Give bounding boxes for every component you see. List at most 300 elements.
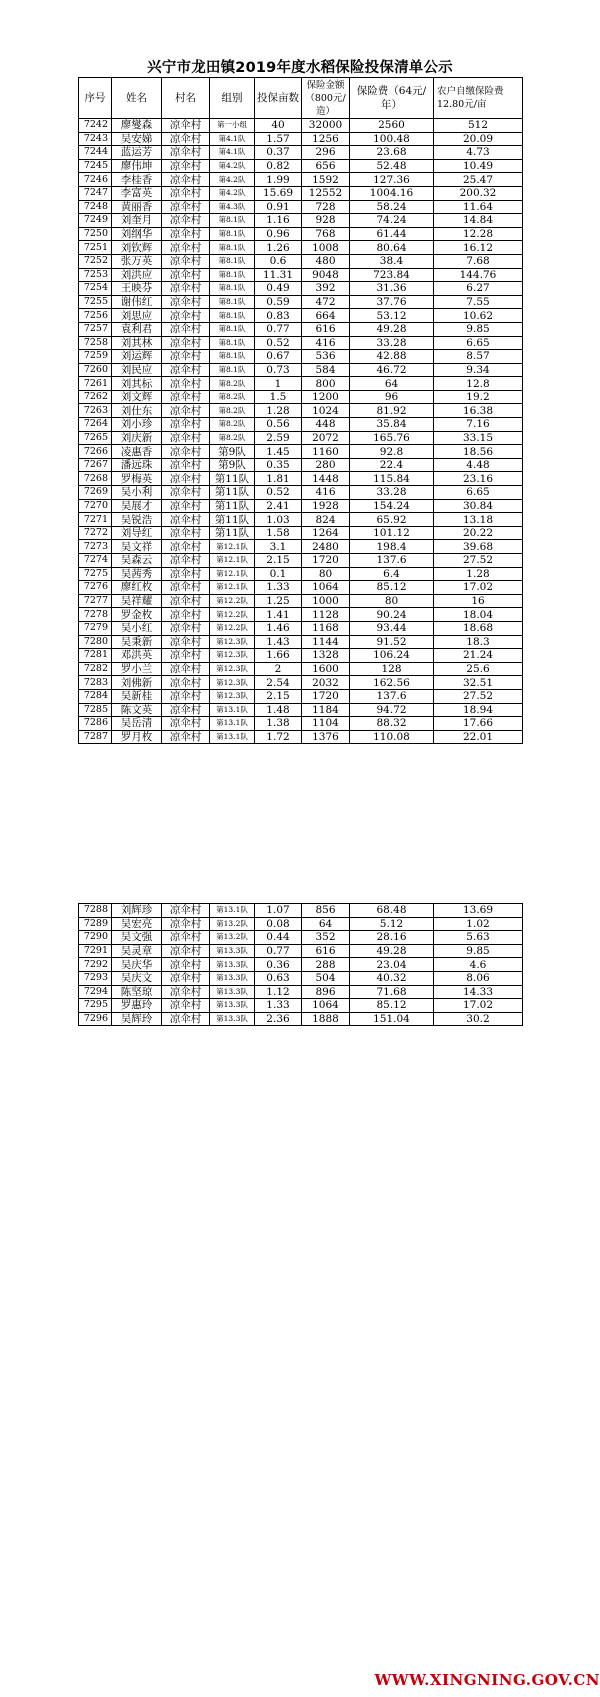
cell-farmer-fee: 13.69: [434, 904, 523, 918]
cell-village: 凉伞村: [162, 486, 210, 500]
cell-premium: 23.68: [350, 146, 434, 160]
table-row: [79, 404, 523, 418]
cell-farmer-fee: 1.28: [434, 567, 523, 581]
cell-premium: 165.76: [350, 431, 434, 445]
cell-seq: 7259: [79, 350, 112, 364]
cell-name: 刘文辉: [112, 390, 162, 404]
cell-name: 刘洪应: [112, 268, 162, 282]
cell-seq: 7274: [79, 554, 112, 568]
cell-premium: 91.52: [350, 635, 434, 649]
cell-area: 0.49: [255, 282, 302, 296]
cell-seq: 7269: [79, 486, 112, 500]
cell-premium: 23.04: [350, 958, 434, 972]
cell-amount: 1168: [302, 621, 350, 635]
cell-area: 1.57: [255, 132, 302, 146]
cell-amount: 296: [302, 146, 350, 160]
cell-farmer-fee: 6.65: [434, 336, 523, 350]
cell-farmer-fee: 9.85: [434, 944, 523, 958]
cell-amount: 1064: [302, 581, 350, 595]
cell-area: 1.43: [255, 635, 302, 649]
cell-premium: 42.88: [350, 350, 434, 364]
cell-premium: 115.84: [350, 472, 434, 486]
cell-village: 凉伞村: [162, 999, 210, 1013]
cell-amount: 1256: [302, 132, 350, 146]
cell-seq: 7266: [79, 445, 112, 459]
cell-farmer-fee: 30.84: [434, 499, 523, 513]
cell-premium: 52.48: [350, 159, 434, 173]
cell-seq: 7288: [79, 904, 112, 918]
cell-amount: 472: [302, 295, 350, 309]
cell-area: 0.63: [255, 971, 302, 985]
cell-seq: 7244: [79, 146, 112, 160]
cell-group: 第13.3队: [210, 944, 255, 958]
cell-area: 1.5: [255, 390, 302, 404]
cell-farmer-fee: 17.02: [434, 581, 523, 595]
cell-area: 0.52: [255, 486, 302, 500]
cell-farmer-fee: 200.32: [434, 186, 523, 200]
cell-premium: 93.44: [350, 621, 434, 635]
table-header-row: [79, 78, 523, 119]
cell-village: 凉伞村: [162, 730, 210, 744]
table-row: [79, 390, 523, 404]
cell-seq: 7242: [79, 119, 112, 133]
table-row: [79, 431, 523, 445]
table-row: [79, 418, 523, 432]
cell-area: 0.1: [255, 567, 302, 581]
table-row: [79, 336, 523, 350]
cell-premium: 33.28: [350, 486, 434, 500]
cell-name: 刘导红: [112, 526, 162, 540]
cell-premium: 28.16: [350, 931, 434, 945]
cell-name: 刘小珍: [112, 418, 162, 432]
cell-group: 第8.1队: [210, 336, 255, 350]
cell-premium: 38.4: [350, 254, 434, 268]
cell-amount: 768: [302, 227, 350, 241]
cell-village: 凉伞村: [162, 282, 210, 296]
cell-name: 吴辉玲: [112, 1012, 162, 1026]
cell-premium: 94.72: [350, 703, 434, 717]
cell-seq: 7258: [79, 336, 112, 350]
table-row: [79, 594, 523, 608]
cell-farmer-fee: 6.65: [434, 486, 523, 500]
cell-farmer-fee: 4.48: [434, 458, 523, 472]
cell-area: 1.48: [255, 703, 302, 717]
cell-seq: 7271: [79, 513, 112, 527]
cell-farmer-fee: 5.63: [434, 931, 523, 945]
cell-group: 第8.1队: [210, 241, 255, 255]
cell-name: 吴宏亮: [112, 917, 162, 931]
cell-village: 凉伞村: [162, 350, 210, 364]
cell-area: 0.73: [255, 363, 302, 377]
cell-seq: 7273: [79, 540, 112, 554]
cell-name: 吴岳清: [112, 717, 162, 731]
cell-seq: 7292: [79, 958, 112, 972]
table-row: [79, 295, 523, 309]
cell-group: 第13.3队: [210, 971, 255, 985]
cell-group: 第11队: [210, 472, 255, 486]
cell-premium: 5.12: [350, 917, 434, 931]
cell-premium: 128: [350, 662, 434, 676]
cell-amount: 896: [302, 985, 350, 999]
cell-area: 2.36: [255, 1012, 302, 1026]
cell-seq: 7290: [79, 931, 112, 945]
table-row: [79, 917, 523, 931]
cell-name: 凌惠香: [112, 445, 162, 459]
table-row: [79, 363, 523, 377]
cell-farmer-fee: 11.64: [434, 200, 523, 214]
table-row: [79, 282, 523, 296]
cell-area: 0.67: [255, 350, 302, 364]
cell-name: 罗梅英: [112, 472, 162, 486]
site-url-footer: WWW.XINGNING.GOV.CN: [374, 1671, 600, 1689]
table-row: [79, 132, 523, 146]
cell-farmer-fee: 16: [434, 594, 523, 608]
cell-farmer-fee: 8.06: [434, 971, 523, 985]
cell-area: 1.41: [255, 608, 302, 622]
cell-group: 第4.1队: [210, 132, 255, 146]
table-row: [79, 526, 523, 540]
cell-name: 吴小利: [112, 486, 162, 500]
cell-group: 第12.1队: [210, 581, 255, 595]
cell-seq: 7249: [79, 214, 112, 228]
table-row: [79, 200, 523, 214]
cell-name: 吴文强: [112, 931, 162, 945]
cell-village: 凉伞村: [162, 458, 210, 472]
cell-village: 凉伞村: [162, 567, 210, 581]
cell-area: 1.26: [255, 241, 302, 255]
cell-seq: 7246: [79, 173, 112, 187]
cell-seq: 7275: [79, 567, 112, 581]
header-area: 投保亩数: [255, 78, 302, 119]
cell-village: 凉伞村: [162, 944, 210, 958]
cell-amount: 480: [302, 254, 350, 268]
table-row: [79, 540, 523, 554]
cell-amount: 728: [302, 200, 350, 214]
cell-name: 袁利君: [112, 322, 162, 336]
cell-farmer-fee: 25.6: [434, 662, 523, 676]
cell-premium: 127.36: [350, 173, 434, 187]
cell-seq: 7267: [79, 458, 112, 472]
cell-premium: 137.6: [350, 554, 434, 568]
cell-group: 第13.1队: [210, 904, 255, 918]
cell-village: 凉伞村: [162, 499, 210, 513]
cell-village: 凉伞村: [162, 554, 210, 568]
cell-seq: 7248: [79, 200, 112, 214]
table-row: [79, 662, 523, 676]
table-body-part1: [79, 119, 523, 744]
cell-name: 廖燮森: [112, 119, 162, 133]
cell-name: 吴展才: [112, 499, 162, 513]
header-village: 村名: [162, 78, 210, 119]
cell-village: 凉伞村: [162, 173, 210, 187]
table-row: [79, 567, 523, 581]
table-row: [79, 581, 523, 595]
cell-premium: 49.28: [350, 322, 434, 336]
cell-premium: 101.12: [350, 526, 434, 540]
cell-premium: 723.84: [350, 268, 434, 282]
cell-name: 刘纲华: [112, 227, 162, 241]
cell-area: 1.12: [255, 985, 302, 999]
cell-farmer-fee: 21.24: [434, 649, 523, 663]
cell-farmer-fee: 19.2: [434, 390, 523, 404]
cell-premium: 137.6: [350, 689, 434, 703]
header-group: 组别: [210, 78, 255, 119]
cell-farmer-fee: 39.68: [434, 540, 523, 554]
cell-premium: 61.44: [350, 227, 434, 241]
cell-area: 2.15: [255, 689, 302, 703]
cell-seq: 7284: [79, 689, 112, 703]
cell-village: 凉伞村: [162, 336, 210, 350]
cell-group: 第8.1队: [210, 254, 255, 268]
cell-group: 第4.2队: [210, 159, 255, 173]
cell-amount: 1000: [302, 594, 350, 608]
cell-village: 凉伞村: [162, 540, 210, 554]
cell-village: 凉伞村: [162, 200, 210, 214]
cell-village: 凉伞村: [162, 581, 210, 595]
cell-area: 40: [255, 119, 302, 133]
cell-farmer-fee: 9.85: [434, 322, 523, 336]
cell-amount: 288: [302, 958, 350, 972]
cell-name: 廖红枚: [112, 581, 162, 595]
cell-name: 刘仕东: [112, 404, 162, 418]
cell-premium: 88.32: [350, 717, 434, 731]
cell-amount: 1600: [302, 662, 350, 676]
cell-farmer-fee: 7.16: [434, 418, 523, 432]
cell-area: 0.52: [255, 336, 302, 350]
cell-name: 刘运辉: [112, 350, 162, 364]
cell-name: 吴文祥: [112, 540, 162, 554]
cell-farmer-fee: 16.38: [434, 404, 523, 418]
cell-premium: 85.12: [350, 581, 434, 595]
cell-farmer-fee: 23.16: [434, 472, 523, 486]
cell-village: 凉伞村: [162, 1012, 210, 1026]
cell-premium: 53.12: [350, 309, 434, 323]
cell-amount: 1376: [302, 730, 350, 744]
cell-amount: 824: [302, 513, 350, 527]
header-amount: 保险金额（800元/造）: [302, 78, 350, 119]
page-title: 兴宁市龙田镇2019年度水稻保险投保清单公示: [147, 60, 453, 76]
header-seq: 序号: [79, 78, 112, 119]
cell-group: 第8.1队: [210, 322, 255, 336]
cell-farmer-fee: 18.3: [434, 635, 523, 649]
cell-farmer-fee: 20.09: [434, 132, 523, 146]
cell-village: 凉伞村: [162, 418, 210, 432]
cell-name: 谢伟红: [112, 295, 162, 309]
cell-amount: 416: [302, 486, 350, 500]
cell-group: 第8.1队: [210, 282, 255, 296]
cell-premium: 71.68: [350, 985, 434, 999]
cell-premium: 40.32: [350, 971, 434, 985]
table-row: [79, 146, 523, 160]
cell-name: 刘民应: [112, 363, 162, 377]
cell-group: 第12.3队: [210, 689, 255, 703]
table-row: [79, 999, 523, 1013]
table-row: [79, 985, 523, 999]
cell-premium: 81.92: [350, 404, 434, 418]
cell-premium: 35.84: [350, 418, 434, 432]
cell-area: 1.07: [255, 904, 302, 918]
cell-amount: 1928: [302, 499, 350, 513]
cell-seq: 7296: [79, 1012, 112, 1026]
cell-village: 凉伞村: [162, 445, 210, 459]
cell-area: 0.36: [255, 958, 302, 972]
cell-seq: 7251: [79, 241, 112, 255]
cell-village: 凉伞村: [162, 119, 210, 133]
cell-area: 2.59: [255, 431, 302, 445]
cell-seq: 7278: [79, 608, 112, 622]
cell-premium: 6.4: [350, 567, 434, 581]
cell-seq: 7253: [79, 268, 112, 282]
cell-village: 凉伞村: [162, 132, 210, 146]
cell-name: 潘远珠: [112, 458, 162, 472]
cell-farmer-fee: 20.22: [434, 526, 523, 540]
cell-village: 凉伞村: [162, 146, 210, 160]
insurance-table-part1: [78, 77, 523, 744]
cell-group: 第8.1队: [210, 363, 255, 377]
cell-farmer-fee: 18.04: [434, 608, 523, 622]
cell-name: 蓝运芳: [112, 146, 162, 160]
cell-farmer-fee: 33.15: [434, 431, 523, 445]
cell-village: 凉伞村: [162, 241, 210, 255]
cell-group: 第11队: [210, 499, 255, 513]
cell-name: 陈坚琼: [112, 985, 162, 999]
cell-amount: 1184: [302, 703, 350, 717]
cell-seq: 7286: [79, 717, 112, 731]
cell-name: 王映芬: [112, 282, 162, 296]
cell-farmer-fee: 8.57: [434, 350, 523, 364]
cell-premium: 65.92: [350, 513, 434, 527]
cell-amount: 856: [302, 904, 350, 918]
table-row: [79, 268, 523, 282]
cell-amount: 1008: [302, 241, 350, 255]
cell-amount: 12552: [302, 186, 350, 200]
cell-village: 凉伞村: [162, 971, 210, 985]
table-row: [79, 621, 523, 635]
table-row: [79, 730, 523, 744]
cell-village: 凉伞村: [162, 621, 210, 635]
table-row: [79, 159, 523, 173]
cell-amount: 1144: [302, 635, 350, 649]
cell-amount: 2072: [302, 431, 350, 445]
cell-amount: 656: [302, 159, 350, 173]
cell-amount: 416: [302, 336, 350, 350]
cell-group: 第13.3队: [210, 999, 255, 1013]
cell-village: 凉伞村: [162, 295, 210, 309]
cell-amount: 1160: [302, 445, 350, 459]
cell-name: 吴灵章: [112, 944, 162, 958]
table-row: [79, 241, 523, 255]
cell-amount: 616: [302, 944, 350, 958]
cell-farmer-fee: 1.02: [434, 917, 523, 931]
cell-group: 第11队: [210, 486, 255, 500]
table-row: [79, 472, 523, 486]
cell-group: 第13.3队: [210, 1012, 255, 1026]
cell-village: 凉伞村: [162, 608, 210, 622]
cell-premium: 80.64: [350, 241, 434, 255]
cell-name: 吴茜秀: [112, 567, 162, 581]
cell-premium: 33.28: [350, 336, 434, 350]
cell-amount: 352: [302, 931, 350, 945]
cell-amount: 504: [302, 971, 350, 985]
header-farmer-fee: 农户自缴保险费 12.80元/亩: [434, 78, 523, 119]
cell-group: 第8.1队: [210, 268, 255, 282]
cell-seq: 7268: [79, 472, 112, 486]
cell-premium: 1004.16: [350, 186, 434, 200]
cell-amount: 1328: [302, 649, 350, 663]
cell-name: 刘庆新: [112, 431, 162, 445]
cell-premium: 31.36: [350, 282, 434, 296]
cell-area: 0.6: [255, 254, 302, 268]
cell-amount: 1104: [302, 717, 350, 731]
cell-village: 凉伞村: [162, 309, 210, 323]
table-row: [79, 958, 523, 972]
cell-amount: 1720: [302, 689, 350, 703]
cell-seq: 7287: [79, 730, 112, 744]
cell-amount: 1064: [302, 999, 350, 1013]
cell-seq: 7276: [79, 581, 112, 595]
cell-group: 第11队: [210, 526, 255, 540]
cell-amount: 800: [302, 377, 350, 391]
cell-name: 吴森云: [112, 554, 162, 568]
cell-group: 第12.3队: [210, 662, 255, 676]
cell-village: 凉伞村: [162, 214, 210, 228]
cell-seq: 7243: [79, 132, 112, 146]
cell-amount: 1128: [302, 608, 350, 622]
cell-area: 0.35: [255, 458, 302, 472]
cell-area: 0.96: [255, 227, 302, 241]
cell-group: 第12.3队: [210, 676, 255, 690]
cell-name: 陈文英: [112, 703, 162, 717]
cell-premium: 92.8: [350, 445, 434, 459]
cell-amount: 616: [302, 322, 350, 336]
cell-group: 第9队: [210, 458, 255, 472]
cell-premium: 100.48: [350, 132, 434, 146]
table-row: [79, 931, 523, 945]
table-row: [79, 649, 523, 663]
cell-premium: 96: [350, 390, 434, 404]
cell-name: 刘其林: [112, 336, 162, 350]
cell-area: 2.41: [255, 499, 302, 513]
cell-seq: 7291: [79, 944, 112, 958]
cell-amount: 280: [302, 458, 350, 472]
cell-area: 1.25: [255, 594, 302, 608]
cell-group: 第11队: [210, 513, 255, 527]
cell-village: 凉伞村: [162, 377, 210, 391]
cell-area: 0.83: [255, 309, 302, 323]
cell-premium: 68.48: [350, 904, 434, 918]
cell-group: 第12.3队: [210, 649, 255, 663]
cell-seq: 7283: [79, 676, 112, 690]
cell-group: 第12.1队: [210, 567, 255, 581]
cell-group: 第8.2队: [210, 418, 255, 432]
cell-amount: 1200: [302, 390, 350, 404]
table-row: [79, 971, 523, 985]
cell-farmer-fee: 7.68: [434, 254, 523, 268]
cell-name: 吴小红: [112, 621, 162, 635]
cell-group: 第8.1队: [210, 295, 255, 309]
cell-group: 第12.2队: [210, 608, 255, 622]
cell-farmer-fee: 32.51: [434, 676, 523, 690]
cell-name: 吴锐浩: [112, 513, 162, 527]
cell-area: 1.72: [255, 730, 302, 744]
cell-village: 凉伞村: [162, 635, 210, 649]
cell-farmer-fee: 12.28: [434, 227, 523, 241]
cell-area: 1.45: [255, 445, 302, 459]
cell-area: 1.38: [255, 717, 302, 731]
cell-farmer-fee: 18.94: [434, 703, 523, 717]
cell-name: 李桂香: [112, 173, 162, 187]
cell-seq: 7254: [79, 282, 112, 296]
